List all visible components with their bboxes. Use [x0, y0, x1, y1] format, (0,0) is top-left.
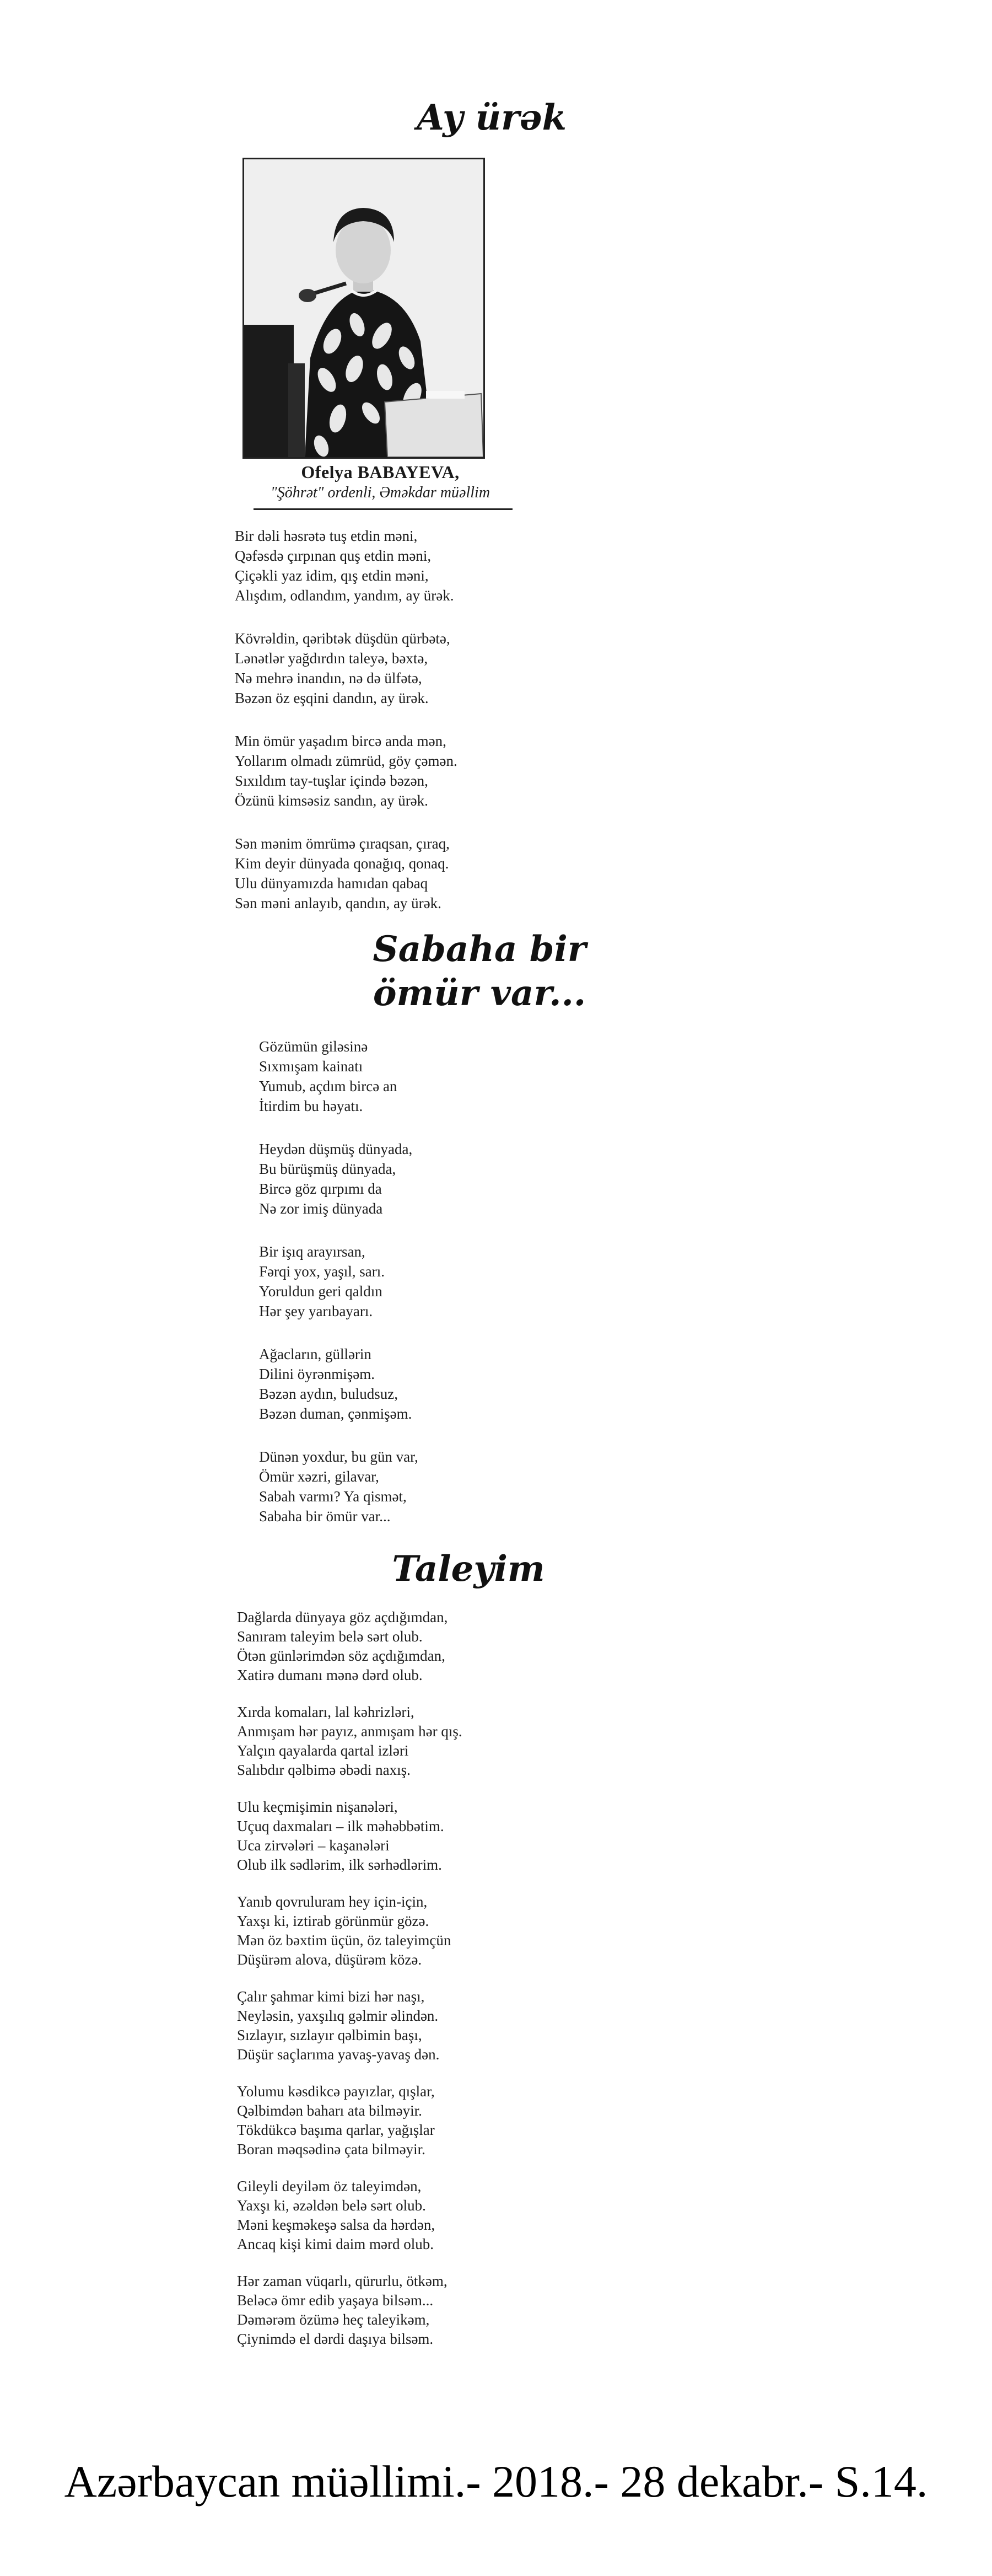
poem-line: Yolumu kəsdikcə payızlar, qışlar, [237, 2083, 435, 2100]
poem-line: Uçuq daxmaları – ilk məhəbbətim. [237, 1818, 444, 1834]
poem-line: Hər şey yarıbayarı. [259, 1303, 373, 1319]
poem-line: Bəzən öz eşqini dandın, ay ürək. [235, 690, 429, 706]
stanza [237, 1703, 462, 1780]
stanza [235, 526, 457, 605]
poem-line: Sabaha bir ömür var... [259, 1508, 391, 1525]
poem-line: Yoruldun geri qaldın [259, 1283, 382, 1300]
stanza [237, 1892, 462, 1969]
poem-line: Bəzən aydın, buludsuz, [259, 1386, 398, 1402]
poem-line: Yumub, açdım bircə an [259, 1078, 397, 1094]
stanza [237, 2177, 462, 2254]
poem-line: Olub ilk sədlərim, ilk sərhədlərim. [237, 1856, 442, 1873]
author-photo [242, 158, 485, 459]
poem-1-title: Ay ürək [417, 97, 567, 138]
stanza [235, 731, 457, 811]
poem-line: Dünən yoxdur, bu gün var, [259, 1448, 418, 1465]
stanza [235, 834, 457, 913]
poem-line: Məni keşməkeşə salsa da hərdən, [237, 2217, 435, 2233]
poem-line: Boran məqsədinə çata bilməyir. [237, 2141, 425, 2158]
poem-line: Heydən düşmüş dünyada, [259, 1141, 413, 1157]
stanza [237, 1797, 462, 1875]
poem-line: Sən mənim ömrümə çıraqsan, çıraq, [235, 835, 450, 852]
poem-line: Xatirə dumanı mənə dərd olub. [237, 1667, 423, 1683]
stanza [237, 2082, 462, 2159]
poem-line: İtirdim bu həyatı. [259, 1098, 363, 1114]
poem-line: Kim deyir dünyada qonağıq, qonaq. [235, 855, 449, 872]
stanza [259, 1037, 418, 1116]
poem-line: Hər zaman vüqarlı, qürurlu, ötkəm, [237, 2273, 448, 2289]
poem-line: Yaxşı ki, iztirab görünmür gözə. [237, 1913, 429, 1929]
poem-2-title-line-1: Sabaha bir [373, 929, 586, 970]
poem-line: Ancaq kişi kimi daim mərd olub. [237, 2236, 434, 2252]
poem-line: Dəmərəm özümə heç taleyikəm, [237, 2311, 430, 2328]
poem-line: Gözümün giləsinə [259, 1038, 368, 1055]
poem-line: Sıxmışam kainatı [259, 1058, 363, 1075]
poem-line: Dilini öyrənmişəm. [259, 1366, 375, 1382]
poem-line: Sıxıldım tay-tuşlar içində bəzən, [235, 772, 428, 789]
poem-3-title: Taleyim [392, 1548, 545, 1590]
poem-line: Düşür saçlarıma yavaş-yavaş dən. [237, 2046, 440, 2063]
stanza [259, 1447, 418, 1526]
poem-line: Sanıram taleyim belə sərt olub. [237, 1628, 423, 1645]
poem-line: Sən məni anlayıb, qandın, ay ürək. [235, 895, 441, 911]
poem-line: Alışdım, odlandım, yandım, ay ürək. [235, 587, 454, 604]
stanza [259, 1344, 418, 1424]
stanza [259, 1242, 418, 1321]
poem-line: Salıbdır qəlbimə əbədi naxış. [237, 1762, 411, 1778]
source-citation: Azərbaycan müəllimi.- 2018.- 28 dekabr.- S.14. [64, 2456, 928, 2507]
poem-2-body [259, 1037, 418, 1526]
author-credit: "Şöhrət" ordenli, Əməkdar müəllim [270, 484, 490, 501]
poem-line: Çalır şahmar kimi bizi hər naşı, [237, 1988, 425, 2005]
poem-2-title-line-2: ömür var... [373, 973, 586, 1014]
poem-line: Fərqi yox, yaşıl, sarı. [259, 1263, 385, 1280]
poem-line: Qəlbimdən baharı ata bilməyir. [237, 2102, 422, 2119]
poem-line: Nə zor imiş dünyada [259, 1200, 383, 1217]
caption-divider [254, 508, 513, 510]
poem-line: Bəzən duman, çənmişəm. [259, 1405, 412, 1422]
poem-line: Ömür xəzri, gilavar, [259, 1468, 379, 1485]
poem-1-body [235, 526, 457, 913]
poem-line: Sabah varmı? Ya qismət, [259, 1488, 407, 1505]
poem-line: Qəfəsdə çırpınan quş etdin məni, [235, 548, 432, 564]
poem-line: Dağlarda dünyaya göz açdığımdan, [237, 1609, 448, 1625]
poem-line: Kövrəldin, qəribtək düşdün qürbətə, [235, 630, 450, 647]
poem-line: Özünü kimsəsiz sandın, ay ürək. [235, 792, 428, 809]
poem-line: Bu bürüşmüş dünyada, [259, 1161, 396, 1177]
stanza [237, 1608, 462, 1685]
stanza [259, 1139, 418, 1219]
poem-line: Yalçın qayalarda qartal izləri [237, 1742, 409, 1759]
poem-line: Anmışam hər payız, anmışam hər qış. [237, 1723, 462, 1740]
poem-3-body [237, 1608, 462, 2349]
poem-line: Bir işıq arayırsan, [259, 1243, 365, 1260]
poem-line: Nə mehrə inandın, nə də ülfətə, [235, 670, 422, 686]
poem-line: Mən öz bəxtim üçün, öz taleyimçün [237, 1932, 451, 1949]
poem-line: Bir dəli həsrətə tuş etdin məni, [235, 528, 418, 544]
poem-line: Çiçəkli yaz idim, qış etdin məni, [235, 567, 429, 584]
poem-line: Yaxşı ki, əzəldən belə sərt olub. [237, 2197, 426, 2214]
poem-line: Ötən günlərimdən söz açdığımdan, [237, 1647, 445, 1664]
poem-line: Neyləsin, yaxşılıq gəlmir əlindən. [237, 2008, 439, 2024]
poem-line: Düşürəm alova, düşürəm közə. [237, 1951, 422, 1968]
poem-line: Yanıb qovruluram hey için-için, [237, 1893, 428, 1910]
poem-line: Min ömür yaşadım bircə anda mən, [235, 733, 446, 749]
poem-line: Ağacların, güllərin [259, 1346, 371, 1362]
poem-line: Ulu dünyamızda hamıdan qabaq [235, 875, 428, 892]
poem-line: Gileyli deyiləm öz taleyimdən, [237, 2178, 422, 2194]
stanza [237, 1987, 462, 2064]
poem-line: Xırda komaları, lal kəhrizləri, [237, 1704, 414, 1720]
poem-line: Lənətlər yağdırdın taleyə, bəxtə, [235, 650, 428, 667]
poem-line: Bircə göz qırpımı da [259, 1180, 382, 1197]
poem-line: Çiynimdə el dərdi daşıya bilsəm. [237, 2331, 434, 2347]
stanza [237, 2272, 462, 2349]
author-name: Ofelya BABAYEVA, [301, 462, 460, 482]
poem-line: Tökdükcə başıma qarlar, yağışlar [237, 2122, 435, 2138]
poem-line: Sızlayır, sızlayır qəlbimin başı, [237, 2027, 422, 2043]
poem-line: Uca zirvələri – kaşanələri [237, 1837, 390, 1854]
portrait-illustration [244, 159, 483, 457]
poem-line: Beləcə ömr edib yaşaya bilsəm... [237, 2292, 434, 2309]
poem-line: Yollarım olmadı zümrüd, göy çəmən. [235, 753, 457, 769]
stanza [235, 629, 457, 708]
poem-line: Ulu keçmişimin nişanələri, [237, 1799, 398, 1815]
